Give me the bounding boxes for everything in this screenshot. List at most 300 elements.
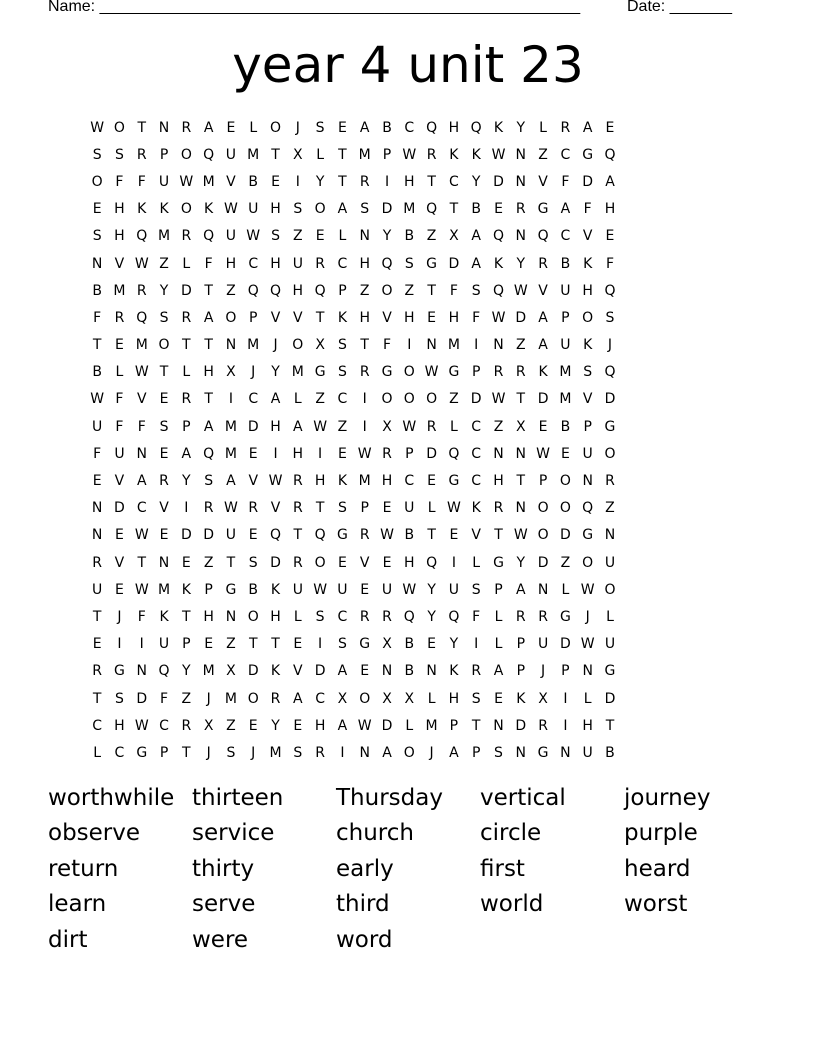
grid-letter: Q <box>247 282 259 299</box>
grid-letter: A <box>203 119 214 136</box>
grid-letter: M <box>447 337 460 354</box>
grid-letter: S <box>248 554 258 571</box>
grid-letter: V <box>270 500 281 517</box>
grid-letter: I <box>384 173 390 190</box>
word-bank-item: thirteen <box>192 784 284 811</box>
grid-letter: C <box>136 500 147 517</box>
grid-letter: F <box>472 309 481 326</box>
grid-letter: G <box>448 473 460 490</box>
grid-letter: H <box>314 473 326 490</box>
grid-letter: Z <box>493 418 504 435</box>
grid-letter: P <box>471 364 481 381</box>
grid-letter: S <box>404 255 414 272</box>
grid-letter: Q <box>381 255 393 272</box>
grid-letter: K <box>449 663 459 680</box>
grid-letter: H <box>404 309 415 326</box>
grid-letter: Y <box>516 554 526 571</box>
grid-letter: Z <box>605 500 615 517</box>
grid-letter: H <box>359 255 370 272</box>
grid-letter: Q <box>136 228 148 245</box>
grid-letter: A <box>293 690 303 707</box>
grid-letter: G <box>537 744 549 761</box>
grid-letter: R <box>493 364 504 381</box>
grid-letter: Y <box>471 173 481 190</box>
grid-letter: F <box>160 690 169 707</box>
grid-letter: N <box>493 717 504 734</box>
grid-letter: Q <box>604 282 616 299</box>
grid-letter: A <box>136 473 147 490</box>
grid-letter: J <box>273 337 278 354</box>
grid-letter: I <box>563 690 568 707</box>
grid-letter: L <box>427 690 436 707</box>
grid-letter: Y <box>159 282 169 299</box>
grid-letter: D <box>136 690 148 707</box>
grid-letter: H <box>270 255 281 272</box>
grid-letter: L <box>449 418 458 435</box>
grid-letter: N <box>91 500 103 517</box>
grid-letter: D <box>180 527 192 544</box>
grid-letter: N <box>604 527 616 544</box>
grid-letter: B <box>92 364 102 381</box>
grid-letter: K <box>583 255 593 272</box>
grid-letter: N <box>91 527 103 544</box>
grid-letter: B <box>404 228 415 245</box>
grid-row <box>86 413 621 440</box>
grid-letter: N <box>359 744 370 761</box>
grid-letter: G <box>359 636 371 653</box>
grid-letter: P <box>516 663 526 680</box>
grid-letter: X <box>404 690 415 707</box>
grid-letter: F <box>137 418 146 435</box>
grid-row <box>86 495 621 522</box>
grid-row <box>86 359 621 386</box>
grid-letter: C <box>560 146 571 163</box>
grid-letter: K <box>538 364 548 381</box>
grid-letter: A <box>560 201 571 218</box>
grid-letter: N <box>158 119 170 136</box>
grid-letter: Q <box>448 445 460 462</box>
grid-letter: K <box>493 119 504 136</box>
grid-letter: W <box>491 391 506 408</box>
grid-letter: N <box>381 663 393 680</box>
grid-letter: P <box>449 717 459 734</box>
grid-letter: E <box>115 581 124 598</box>
grid-letter: Q <box>136 309 148 326</box>
grid-letter: V <box>359 554 370 571</box>
grid-letter: X <box>226 663 236 680</box>
grid-letter: G <box>136 744 148 761</box>
grid-letter: M <box>224 690 237 707</box>
grid-letter: C <box>404 473 415 490</box>
grid-letter: R <box>248 500 259 517</box>
grid-letter: O <box>292 337 304 354</box>
grid-letter: E <box>560 445 570 462</box>
grid-letter: A <box>471 228 481 245</box>
grid-letter: B <box>560 255 571 272</box>
grid-letter: A <box>337 201 348 218</box>
grid-letter: E <box>315 228 325 245</box>
word-bank-item: early <box>336 855 394 882</box>
grid-letter: F <box>115 173 124 190</box>
grid-letter: R <box>359 527 370 544</box>
grid-letter: X <box>449 228 459 245</box>
grid-row <box>86 576 621 603</box>
grid-letter: R <box>181 717 192 734</box>
grid-row <box>86 631 621 658</box>
grid-letter: A <box>449 744 459 761</box>
grid-letter: T <box>92 690 102 707</box>
grid-letter: T <box>494 527 503 544</box>
grid-letter: K <box>449 146 459 163</box>
letter-grid <box>86 114 621 767</box>
grid-letter: N <box>225 608 237 625</box>
word-bank-item: worthwhile <box>48 784 175 811</box>
grid-letter: P <box>159 744 169 761</box>
grid-letter: O <box>359 690 371 707</box>
grid-letter: P <box>405 445 414 462</box>
grid-letter: T <box>449 201 459 218</box>
grid-letter: M <box>247 337 260 354</box>
grid-letter: E <box>605 119 615 136</box>
grid-letter: S <box>115 146 124 163</box>
grid-letter: Y <box>182 663 191 680</box>
grid-letter: R <box>203 500 214 517</box>
grid-letter: X <box>226 364 236 381</box>
grid-letter: G <box>225 581 237 598</box>
grid-letter: K <box>583 337 593 354</box>
grid-letter: K <box>204 201 214 218</box>
grid-letter: L <box>583 690 592 707</box>
grid-letter: W <box>491 309 506 326</box>
grid-letter: S <box>337 500 347 517</box>
grid-letter: I <box>273 445 278 462</box>
grid-letter: T <box>516 473 526 490</box>
grid-letter: N <box>515 445 527 462</box>
grid-letter: L <box>316 146 325 163</box>
grid-letter: N <box>515 228 527 245</box>
grid-letter: D <box>247 418 259 435</box>
grid-letter: G <box>559 608 571 625</box>
grid-letter: I <box>228 391 233 408</box>
grid-letter: E <box>159 527 169 544</box>
grid-letter: Y <box>271 364 280 381</box>
grid-letter: F <box>204 255 213 272</box>
grid-letter: Q <box>537 228 549 245</box>
grid-letter: W <box>246 228 261 245</box>
grid-letter: H <box>448 309 460 326</box>
grid-letter: T <box>182 608 191 625</box>
grid-letter: H <box>225 255 237 272</box>
grid-letter: N <box>426 337 437 354</box>
grid-letter: T <box>427 527 436 544</box>
grid-letter: K <box>471 500 481 517</box>
grid-letter: C <box>471 418 482 435</box>
grid-letter: Q <box>426 119 438 136</box>
grid-letter: W <box>313 418 328 435</box>
grid-letter: Z <box>159 255 169 272</box>
grid-letter: W <box>580 636 595 653</box>
grid-letter: C <box>560 228 571 245</box>
grid-letter: R <box>92 663 103 680</box>
grid-letter: P <box>471 744 481 761</box>
grid-letter: O <box>91 173 103 190</box>
grid-letter: H <box>448 119 460 136</box>
grid-letter: R <box>426 418 437 435</box>
grid-letter: W <box>446 500 461 517</box>
grid-letter: T <box>137 119 147 136</box>
grid-letter: O <box>426 391 438 408</box>
grid-letter: H <box>381 473 393 490</box>
grid-letter: Y <box>427 608 436 625</box>
word-bank-item: serve <box>192 891 256 918</box>
grid-letter: C <box>248 255 259 272</box>
grid-letter: V <box>248 473 259 490</box>
grid-letter: I <box>474 636 479 653</box>
grid-letter: I <box>474 337 479 354</box>
grid-letter: T <box>471 717 481 734</box>
grid-letter: R <box>382 445 392 462</box>
grid-letter: T <box>315 309 325 326</box>
grid-letter: O <box>403 744 415 761</box>
grid-row <box>86 440 621 467</box>
grid-letter: K <box>181 581 191 598</box>
grid-letter: A <box>270 391 281 408</box>
grid-letter: R <box>471 663 482 680</box>
grid-letter: R <box>292 554 303 571</box>
grid-row <box>86 603 621 630</box>
grid-letter: J <box>585 608 590 625</box>
grid-letter: V <box>293 309 303 326</box>
grid-letter: K <box>137 201 147 218</box>
grid-row <box>86 467 621 494</box>
grid-letter: Z <box>315 391 325 408</box>
grid-letter: V <box>114 554 125 571</box>
word-bank-item: dirt <box>48 926 88 953</box>
grid-letter: F <box>382 337 392 354</box>
grid-letter: N <box>359 228 370 245</box>
grid-letter: H <box>203 364 214 381</box>
grid-letter: L <box>494 636 503 653</box>
grid-letter: H <box>359 309 370 326</box>
date-field-label: Date: _______ <box>627 0 732 15</box>
grid-letter: T <box>92 337 102 354</box>
grid-letter: C <box>315 690 325 707</box>
grid-letter: H <box>448 690 460 707</box>
grid-letter: E <box>337 554 347 571</box>
grid-letter: S <box>115 690 124 707</box>
grid-letter: Q <box>158 663 170 680</box>
grid-letter: C <box>471 473 482 490</box>
grid-letter: Q <box>492 228 504 245</box>
grid-letter: M <box>202 173 215 190</box>
grid-letter: I <box>318 445 323 462</box>
grid-row <box>86 250 621 277</box>
grid-letter: A <box>493 663 504 680</box>
grid-letter: R <box>181 391 192 408</box>
grid-letter: P <box>382 146 392 163</box>
grid-letter: E <box>427 636 437 653</box>
grid-letter: H <box>604 201 616 218</box>
grid-letter: Q <box>426 554 438 571</box>
grid-letter: S <box>293 201 303 218</box>
grid-row <box>86 386 621 413</box>
grid-letter: T <box>204 391 213 408</box>
grid-letter: M <box>559 364 572 381</box>
grid-letter: Y <box>182 473 191 490</box>
grid-letter: V <box>226 173 236 190</box>
grid-letter: M <box>157 228 171 245</box>
grid-letter: U <box>225 527 237 544</box>
grid-letter: Q <box>582 500 594 517</box>
grid-letter: R <box>136 282 147 299</box>
grid-letter: H <box>314 717 326 734</box>
grid-letter: K <box>159 201 169 218</box>
grid-letter: U <box>292 255 303 272</box>
grid-letter: L <box>427 500 436 517</box>
grid-letter: D <box>493 173 504 190</box>
grid-letter: B <box>605 744 615 761</box>
word-bank-item: Thursday <box>336 784 443 811</box>
grid-letter: F <box>605 255 614 272</box>
grid-letter: B <box>560 418 571 435</box>
grid-letter: Q <box>203 146 215 163</box>
grid-letter: A <box>582 119 593 136</box>
grid-letter: N <box>515 500 527 517</box>
word-bank-item: worst <box>624 891 688 918</box>
grid-letter: N <box>426 663 437 680</box>
grid-letter: I <box>117 636 122 653</box>
grid-letter: W <box>224 201 238 218</box>
grid-letter: E <box>293 636 303 653</box>
grid-letter: A <box>382 744 392 761</box>
grid-letter: T <box>427 282 436 299</box>
grid-letter: E <box>293 717 303 734</box>
grid-letter: U <box>560 337 571 354</box>
grid-letter: H <box>270 418 281 435</box>
grid-letter: S <box>337 337 347 354</box>
grid-letter: A <box>203 309 214 326</box>
grid-letter: M <box>358 146 371 163</box>
grid-letter: X <box>382 418 392 435</box>
grid-letter: L <box>115 364 124 381</box>
grid-letter: A <box>337 663 348 680</box>
grid-letter: W <box>536 445 550 462</box>
grid-letter: U <box>158 173 170 190</box>
grid-letter: Z <box>449 391 459 408</box>
word-row <box>48 851 768 887</box>
grid-letter: F <box>583 201 592 218</box>
grid-letter: F <box>115 391 124 408</box>
grid-letter: N <box>560 744 571 761</box>
grid-letter: H <box>114 228 125 245</box>
grid-letter: R <box>538 608 548 625</box>
grid-letter: R <box>515 364 526 381</box>
grid-letter: E <box>337 445 347 462</box>
grid-letter: P <box>182 636 191 653</box>
grid-letter: S <box>159 309 169 326</box>
grid-letter: E <box>92 636 102 653</box>
grid-letter: R <box>181 228 192 245</box>
grid-letter: U <box>292 581 303 598</box>
grid-letter: E <box>248 527 258 544</box>
grid-letter: U <box>92 581 103 598</box>
grid-letter: F <box>137 608 146 625</box>
grid-letter: Z <box>226 717 236 734</box>
word-bank-item: word <box>336 926 393 953</box>
grid-letter: X <box>315 337 325 354</box>
word-bank-item: vertical <box>480 784 566 811</box>
grid-letter: C <box>114 744 125 761</box>
grid-letter: C <box>404 119 415 136</box>
grid-letter: W <box>357 445 372 462</box>
grid-letter: G <box>604 418 616 435</box>
grid-letter: R <box>181 119 192 136</box>
grid-row <box>86 277 621 304</box>
grid-letter: D <box>314 663 326 680</box>
grid-letter: Z <box>538 146 548 163</box>
grid-letter: W <box>134 364 149 381</box>
word-bank-item: world <box>480 891 544 918</box>
grid-letter: W <box>513 282 528 299</box>
word-row <box>48 922 768 958</box>
grid-letter: O <box>403 364 415 381</box>
grid-letter: O <box>180 201 192 218</box>
grid-letter: E <box>494 690 503 707</box>
word-bank-item: service <box>192 820 275 847</box>
page-title: year 4 unit 23 <box>232 36 584 94</box>
grid-letter: U <box>158 636 170 653</box>
grid-letter: M <box>559 391 572 408</box>
grid-letter: S <box>471 690 481 707</box>
grid-letter: O <box>180 146 192 163</box>
grid-letter: Y <box>449 636 459 653</box>
grid-letter: K <box>337 309 347 326</box>
grid-letter: V <box>382 309 392 326</box>
grid-letter: H <box>292 282 304 299</box>
grid-letter: V <box>471 527 481 544</box>
grid-letter: E <box>181 554 191 571</box>
grid-letter: Z <box>404 282 415 299</box>
grid-letter: R <box>515 608 526 625</box>
grid-letter: N <box>493 445 504 462</box>
grid-letter: D <box>559 636 571 653</box>
grid-letter: P <box>561 309 570 326</box>
grid-letter: J <box>429 744 434 761</box>
grid-letter: D <box>247 663 259 680</box>
word-row <box>48 816 768 852</box>
grid-letter: L <box>293 608 302 625</box>
grid-letter: P <box>204 581 213 598</box>
grid-letter: E <box>92 201 102 218</box>
grid-letter: T <box>271 146 280 163</box>
grid-letter: T <box>271 636 280 653</box>
grid-letter: C <box>449 173 459 190</box>
grid-letter: L <box>561 581 570 598</box>
grid-letter: T <box>182 744 191 761</box>
grid-letter: O <box>403 391 415 408</box>
grid-letter: Z <box>359 282 370 299</box>
grid-letter: N <box>136 445 147 462</box>
grid-letter: I <box>318 636 323 653</box>
grid-letter: G <box>381 364 393 381</box>
grid-letter: U <box>560 282 571 299</box>
grid-letter: R <box>560 119 571 136</box>
word-bank-item: purple <box>624 820 698 847</box>
grid-letter: J <box>206 744 211 761</box>
grid-letter: D <box>559 527 571 544</box>
word-bank-item: third <box>336 891 390 918</box>
grid-letter: J <box>541 663 546 680</box>
